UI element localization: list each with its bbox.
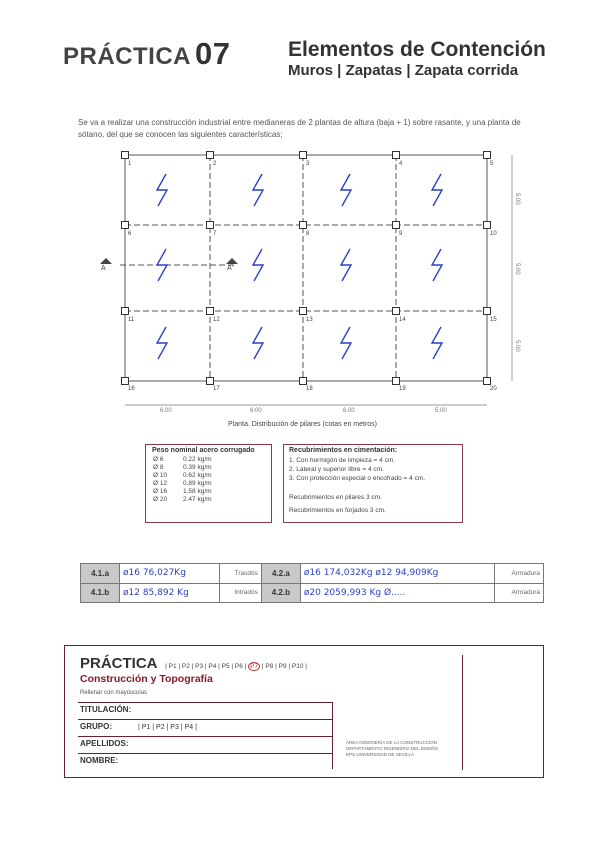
steel-row: Ø 16 1.58 kg/m [153,488,212,495]
pillar-label: 10 [490,231,497,237]
pillar-label: 6 [128,231,132,237]
pillar-label: 20 [490,386,497,392]
pillar-label: 17 [213,386,220,392]
slab-direction-mark [432,249,442,281]
cover-requirements [283,444,463,523]
slab-direction-mark [253,327,263,359]
cover-line: 3. Con protección especial o encofrado = 4 cm. [289,475,426,482]
pillar-markers [122,152,498,393]
pillar-marker [207,308,214,315]
pillar-marker [393,308,400,315]
answer-value[interactable]: ø16 76,027Kg [120,564,220,584]
pillar-marker [300,378,307,385]
section-arrow-left [100,258,112,264]
pillar-label: 19 [399,386,406,392]
steel-row: Ø 8 0.39 kg/m [153,464,212,471]
fill-note: Rellenar con mayúsculas [80,690,148,696]
answer-code: 4.1.a [81,564,120,584]
pillar-marker [122,308,129,315]
section-arrow-right [226,258,238,264]
slab-direction-mark [341,174,351,206]
pillar-label: 1 [128,161,132,167]
answer-value[interactable]: ø12 85,892 Kg [120,583,220,603]
cover-pillars: Recubrimientos en pilares 3 cm. [289,494,382,501]
table-row [81,583,544,603]
pillar-marker [300,308,307,315]
pillar-marker [393,378,400,385]
table-row [81,564,544,584]
pillar-marker [484,222,491,229]
steel-weight-table [145,444,272,523]
slab-direction-mark [157,249,167,281]
pillar-marker [207,378,214,385]
pillar-label: 4 [399,161,403,167]
pillar-label: 15 [490,317,497,323]
right-dim-3: 5.00 [514,340,520,352]
answer-label: Intradós [219,583,261,603]
pillar-label: 3 [306,161,310,167]
right-dim-1: 5.00 [514,193,520,205]
bottom-dim-3: 6.00 [343,408,355,414]
slab-direction-marks [157,174,442,359]
slab-direction-mark [157,327,167,359]
steel-row: Ø 12 0.89 kg/m [153,480,212,487]
pillar-marker [122,222,129,229]
pillar-label: 7 [213,231,217,237]
slab-direction-mark [341,327,351,359]
practica-number: 07 [195,36,231,71]
plan-caption: Planta. Distribución de pilares (cotas en metros) [228,421,378,428]
cover-slabs: Recubrimientos en forjados 3 cm. [289,507,386,514]
practica-list: | P1 | P2 | P3 | P4 | P5 | P6 | P7 | P8 | P9 | P10 | [165,663,307,670]
pillar-label: 2 [213,161,217,167]
intro-text: Se va a realizar una construcción industrial entre medianeras de 2 plantas de altura (baja + 1) sobre rasante, y una planta de sótano, del que se conocen las siguientes características; [78,118,521,139]
section-arrows [100,258,238,264]
pillar-marker [122,378,129,385]
pillar-marker [300,222,307,229]
slab-direction-mark [341,249,351,281]
cover-line: 1. Con hormigón de limpieza = 4 cm. [289,457,396,464]
steel-row: Ø 6 0.22 kg/m [153,456,212,463]
pillar-label: 12 [213,317,220,323]
bottom-dim-1: 6.00 [160,408,172,414]
pillar-marker [122,152,129,159]
answer-code: 4.1.b [81,583,120,603]
pillar-label: 8 [306,231,310,237]
practica-title: PRÁCTICA 07 [63,36,231,71]
answer-value[interactable]: ø16 174,032Kg ø12 94,909Kg [300,564,494,584]
section-label-left: A [101,265,106,272]
selected-practica: P7 [250,663,259,670]
steel-table-title: Peso nominal acero corrugado [152,447,255,454]
pillar-marker [393,222,400,229]
cover-line: 2. Lateral y superior libre = 4 cm. [289,466,384,473]
pillar-label: 11 [128,317,135,323]
slab-direction-mark [157,174,167,206]
pillar-label: 16 [128,386,135,392]
subject-title: Construcción y Topografía [80,673,213,685]
answer-value[interactable]: ø20 2059,993 Kg Ø..... [300,583,494,603]
steel-row: Ø 20 2.47 kg/m [153,496,212,503]
slab-direction-mark [253,249,263,281]
pillar-label: 9 [399,231,403,237]
bottom-dim-4: 5.00 [435,408,447,414]
slab-direction-mark [432,327,442,359]
cover-title: Recubrimientos en cimentación: [289,447,398,454]
answer-code: 4.2.a [261,564,300,584]
slab-direction-mark [253,174,263,206]
steel-row: Ø 10 0.62 kg/m [153,472,212,479]
grupo-field[interactable]: GRUPO: | P1 | P2 | P3 | P4 | [78,719,332,738]
pillar-label: 14 [399,317,406,323]
pillar-marker [300,152,307,159]
slab-direction-mark [432,174,442,206]
pillar-marker [207,152,214,159]
pillar-label: 5 [490,161,494,167]
right-dim-2: 5.00 [514,263,520,275]
footer-practica: PRÁCTICA | P1 | P2 | P3 | P4 | P5 | P6 | P7 | P8 | P9 | P10 | [80,655,307,672]
organization-text: ÁREA INGENIERÍA DE LA CONSTRUCCIÓN DEPARTAMENTO INGENIERÍA DEL DISEÑO EPS UNIVERSIDAD DE SEVILLA [346,740,439,757]
nombre-field[interactable]: NOMBRE: [78,753,332,772]
footer-divider [462,655,463,770]
answer-label: Trasdós [219,564,261,584]
section-label-right: A' [227,265,234,272]
apellidos-field[interactable]: APELLIDOS: [78,736,332,755]
pillar-label: 13 [306,317,313,323]
answers-table [80,563,544,603]
pillar-marker [484,308,491,315]
pillar-marker [484,378,491,385]
footer-divider [332,702,333,769]
pillar-label: 18 [306,386,313,392]
page-title: Elementos de Contención [288,38,546,61]
pillar-marker [207,222,214,229]
bottom-dim-2: 6.00 [250,408,262,414]
answer-label: Armadura [495,564,544,584]
pillar-marker [393,152,400,159]
answer-code: 4.2.b [261,583,300,603]
titulacion-field[interactable]: TITULACIÓN: [78,702,332,721]
answer-label: Armadura [495,583,544,603]
pillar-marker [484,152,491,159]
page-subtitle: Muros | Zapatas | Zapata corrida [288,62,519,79]
